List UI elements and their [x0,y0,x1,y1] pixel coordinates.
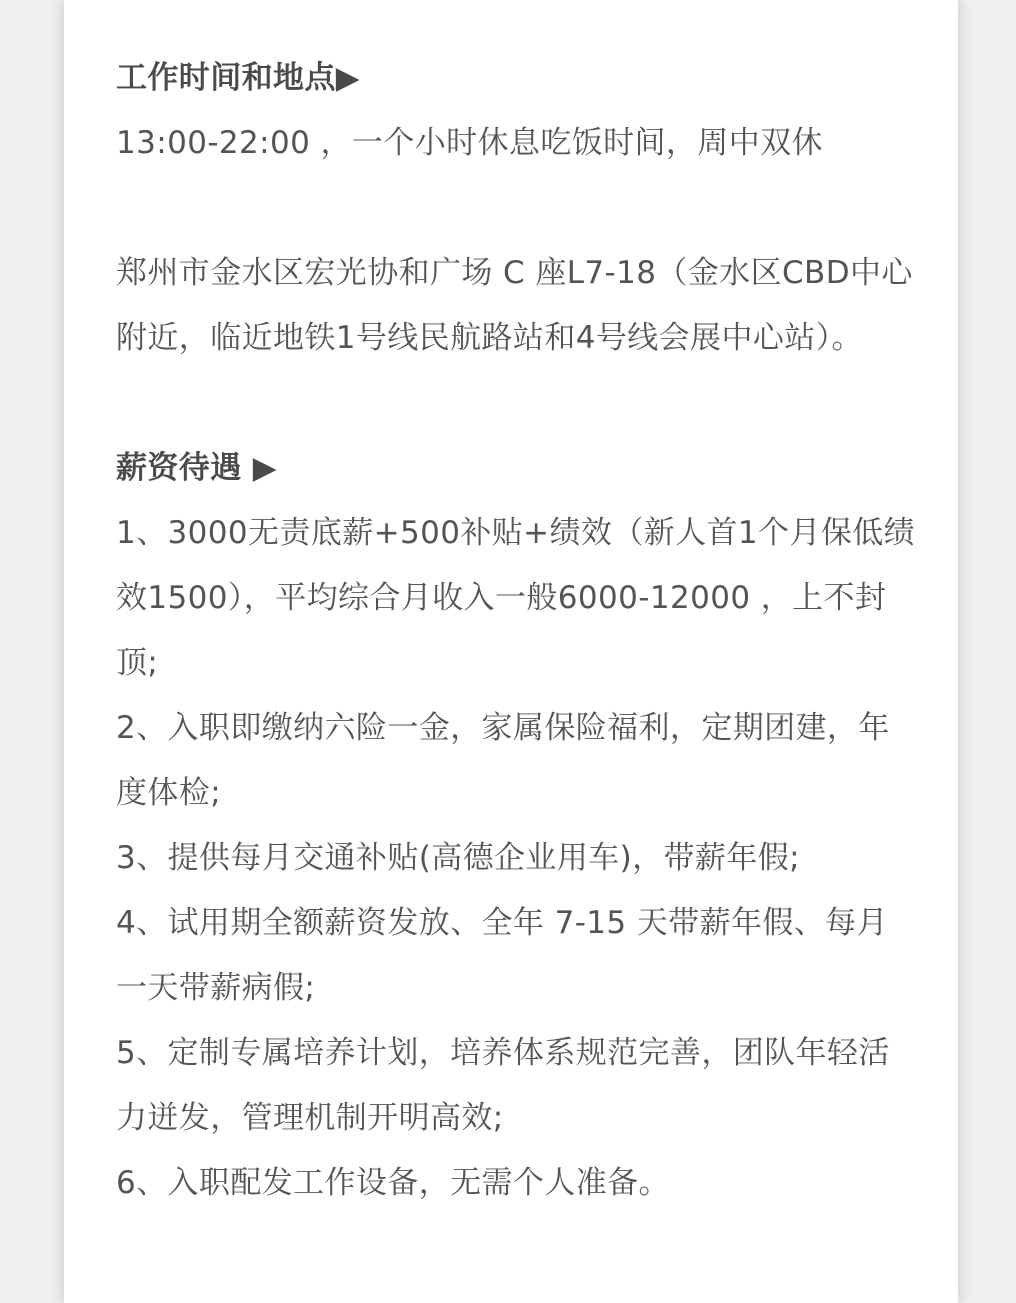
benefit-item-1: 1、3000无责底薪+500补贴+绩效（新人首1个月保低绩效1500），平均综合月收入一般6000-12000 ，上不封顶; [116,515,916,681]
benefit-item-2: 2、入职即缴纳六险一金，家属保险福利，定期团建，年度体检; [116,710,890,811]
spacer [116,371,916,436]
spacer [116,176,916,241]
document-page [64,0,958,1303]
work-time-location-heading: 工作时间和地点▶ [116,60,361,96]
benefit-item-5: 5、定制专属培养计划，培养体系规范完善，团队年轻活力迸发，管理机制开明高效; [116,1035,890,1136]
salary-benefits-heading: 薪资待遇 ▶ [116,450,278,486]
benefit-item-3: 3、提供每月交通补贴(高德企业用车)，带薪年假; [116,840,800,876]
benefit-item-4: 4、试用期全额薪资发放、全年 7-15 天带薪年假、每月一天带薪病假; [116,905,888,1006]
document-content [116,46,916,1216]
work-hours-text: 13:00-22:00 ，一个小时休息吃饭时间，周中双休 [116,125,823,161]
work-address-text: 郑州市金水区宏光协和广场 C 座L7-18（金水区CBD中心附近，临近地铁1号线民航路站和4号线会展中心站）。 [116,255,913,356]
benefit-item-6: 6、入职配发工作设备，无需个人准备。 [116,1165,670,1201]
